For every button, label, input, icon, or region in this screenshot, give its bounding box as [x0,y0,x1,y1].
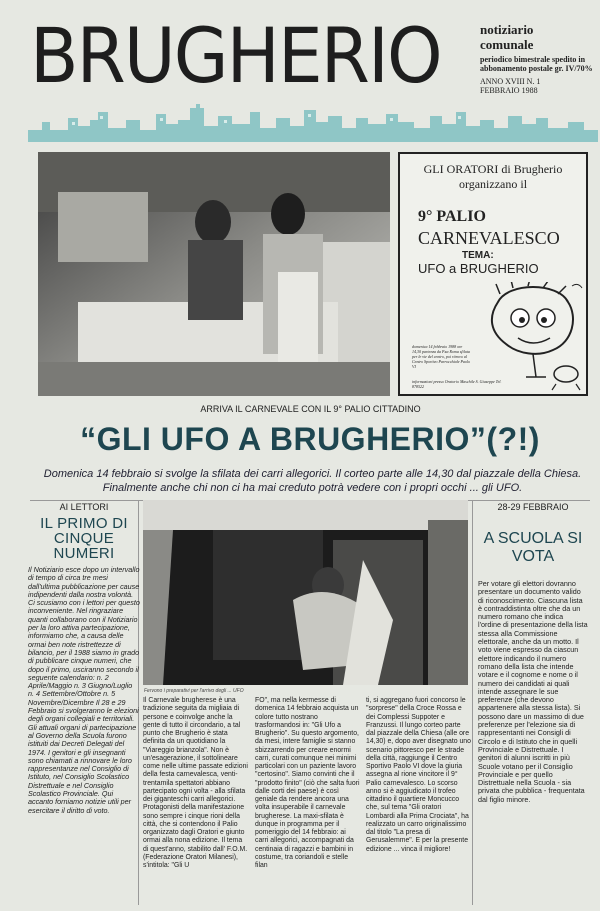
poster-title2: CARNEVALESCO [418,228,560,248]
ufo-drawing [478,282,586,392]
left-column-article [28,500,140,815]
poster-line2: organizzano il [458,177,528,191]
masthead-info [480,22,595,95]
column-divider-right [472,500,473,905]
issue-number: ANNO XVIII N. 1 [480,77,541,86]
left-kicker: AI LETTORI [59,502,109,512]
left-body: Il Notiziario esce dopo un intervallo di tempo di circa tre mesi dall'ultima pubblicazione per cause indipendenti dalla nostra volontà. Ci scusiamo con i lettori per questo inconveniente. Nel ringraziare quanti collaborano con il Notiziario per la loro attiva partecipazione, informiamo che, a causa delle ormai ben note ristrettezze di bilancio, per il 1988 siamo in grado di pubblicare cinque numeri, che dopo il primo, usciranno secondo il seguente calendario: n. 2 Aprile/Maggio n. 3 Giugno/Luglio n. 4 Settembre/Ottobre n. 5 Novembre/Dicembre Il 28 e 29 Febbraio si svolgeranno le elezioni degli organi collegiali e territoriali. Gli attuali organi di partecipazione al Governo della Scuola furono istituiti dai Decreti Delegati del 1974. I genitori e gli insegnanti sono chiamati a rinnovare le loro rappresentanze nel Consiglio di Istituto, nel Consiglio Scolastico Distrettuale e nel Consiglio Scolastico Provinciale. Qui accanto forniamo notizie utili per esercitare il diritto di voto. [28,565,140,815]
poster-title1: 9° PALIO [418,208,486,225]
right-column-article [478,500,588,804]
poster-line1: GLI ORATORI di Brugherio [423,162,563,176]
photo-women-preparing [38,152,390,396]
poster-tema: UFO a BRUGHERIO [418,261,539,276]
headline-subtitle [40,467,585,495]
article-column-3: ti, si aggregano fuori concorso le "sorprese" della Croce Rossa e dei Complessi Suppoter e Franzussi. Il lungo corteo parte dal piazzale della Chiesa (alle ore 14,30) e, dopo aver disegnato uno scenario pittoresco per le strade della città, raggiunge il Centro Sportivo Paolo VI dove la giuria assegna al rione vincitore il 9° Palio carnevalesco. Lo scorso anno si è aggiudicato il trofeo cittadino il quartiere Moncucco che, sul tema "Gli oratori Lombardi alla Prima Crociata", ha realizzato un carro originalissimo dal titolo "La presa di Gerusalemme". E per la presente edizione ... vinca il migliore! [366,697,471,853]
carnival-poster [398,152,588,396]
main-headline: “GLI UFO A BRUGHERIO”(?!) [80,421,540,457]
masthead [0,0,600,148]
right-title: A SCUOLA SI VOTA [483,530,583,565]
masthead-line1: notiziario [480,22,534,37]
poster-small-text: domenica 14 febbraio 1988 ore 14,30 partenza da P.za Roma sfilata per le vie del centro, poi ritrovo al Centro Sportivo Parrocchiale Paolo VI [412,344,471,369]
right-kicker: 28-29 FEBBRAIO [497,502,569,512]
skyline-graphic [28,100,598,142]
newspaper-title: BRUGHERIO [30,11,441,100]
article-column-2: FO", ma nella kermesse di domenica 14 febbraio acquista un colore tutto nostrano trasformandosi in: "Gli Ufo a Brugherio". Su questo argomento, da mesi, intere famiglie si stanno sbizzarrendo per creare enormi carri, curati comunque nei minimi particolari con un paziente lavoro "certosino". Siamo convinti che il "prodotto finito" (ciò che salta fuori dalle corti dei paese) è così geniale da rendere ancora una volta insuperabile il carnevale brugherese. La maxi-sfilata è dunque in programma per il pomeriggio del 14 febbraio: ai carri allegorici, accompagnati da centinaia di ragazzi e bambini in costume, tra coriandoli e stelle filan [255,697,360,869]
masthead-line3: periodico bimestrale spedito in abbonamento postale gr. IV/70% [480,55,593,73]
right-body: Per votare gli elettori dovranno presentare un documento valido di riconoscimento. Ciascuna lista è contraddistinta oltre che da un numero romano che indica l'ordine di presentazione della lista stessa alla Commissione elettorale, anche da un motto. Il voto viene espresso da ciascun elettore indicando il numero romano della lista che intende votare e il cognome e nome o il numero dei candidati ai quali intende assegnare le sue preferenze (che devono appartenere alla stessa lista). Si possono dare un massimo di due preferenze per l'elezione sia di rappresentanti nei Consigli di Circolo e di Istituto che in quelli Provinciale e Distrettuale. I genitori di alunni iscritti in più Scuole votano per il Consiglio Provinciale e per quello Distrettuale nella Scuola - sia privata che pubblica - frequentata dal figlio minore. [478,579,588,804]
poster-intro [400,162,586,192]
poster-info-text: informazioni presso Oratorio Maschile S. Giuseppe Tel. 878522 [412,379,502,389]
article-column-1: Il Carnevale brugherese è una tradizione seguita da migliaia di persone e coinvolge anche la gente di tutto il circondario, a tal punto che Brugherio è stata definita da un quotidiano la "Viareggio brianzola". Non è un'esagerazione, il sottolineare come nelle ultime passate edizioni della festa carnevalesca, venti-trentamila spettatori abbiano partecipato ogni volta - alla sfilata dei giganteschi carri allegorici. Protagonisti della manifestazione sono sempre i cinque rioni della città, che si contendono il Palio organizzato dagli Oratori e giunto ormai alla nona edizione. Il tema di quest'anno, stabilito dall' F.O.M. (Federazione Oratori Milanesi), s'intitola: "Gli U [143,697,248,869]
photo-caption-middle: Fervono i preparativi per l'arrivo degli ... UFO [144,688,244,694]
masthead-line2: comunale [480,37,534,52]
photo-ufo-construction [143,500,468,685]
left-title: IL PRIMO DI CINQUE NUMERI [40,515,128,562]
subtitle-line2: Finalmente anche chi non ci ha mai creduto potrà vedere con i propri occhi ... gli UFO. [102,482,523,494]
issue-date: FEBBRAIO 1988 [480,86,538,95]
poster-tema-label: TEMA: [462,250,494,261]
subtitle-line1: Domenica 14 febbraio si svolge la sfilata dei carri allegorici. Il corteo parte alle 14,30 dal piazzale della Chiesa. [43,468,582,480]
photo-caption-top: ARRIVA IL CARNEVALE CON IL 9° PALIO CITTADINO [200,404,421,414]
